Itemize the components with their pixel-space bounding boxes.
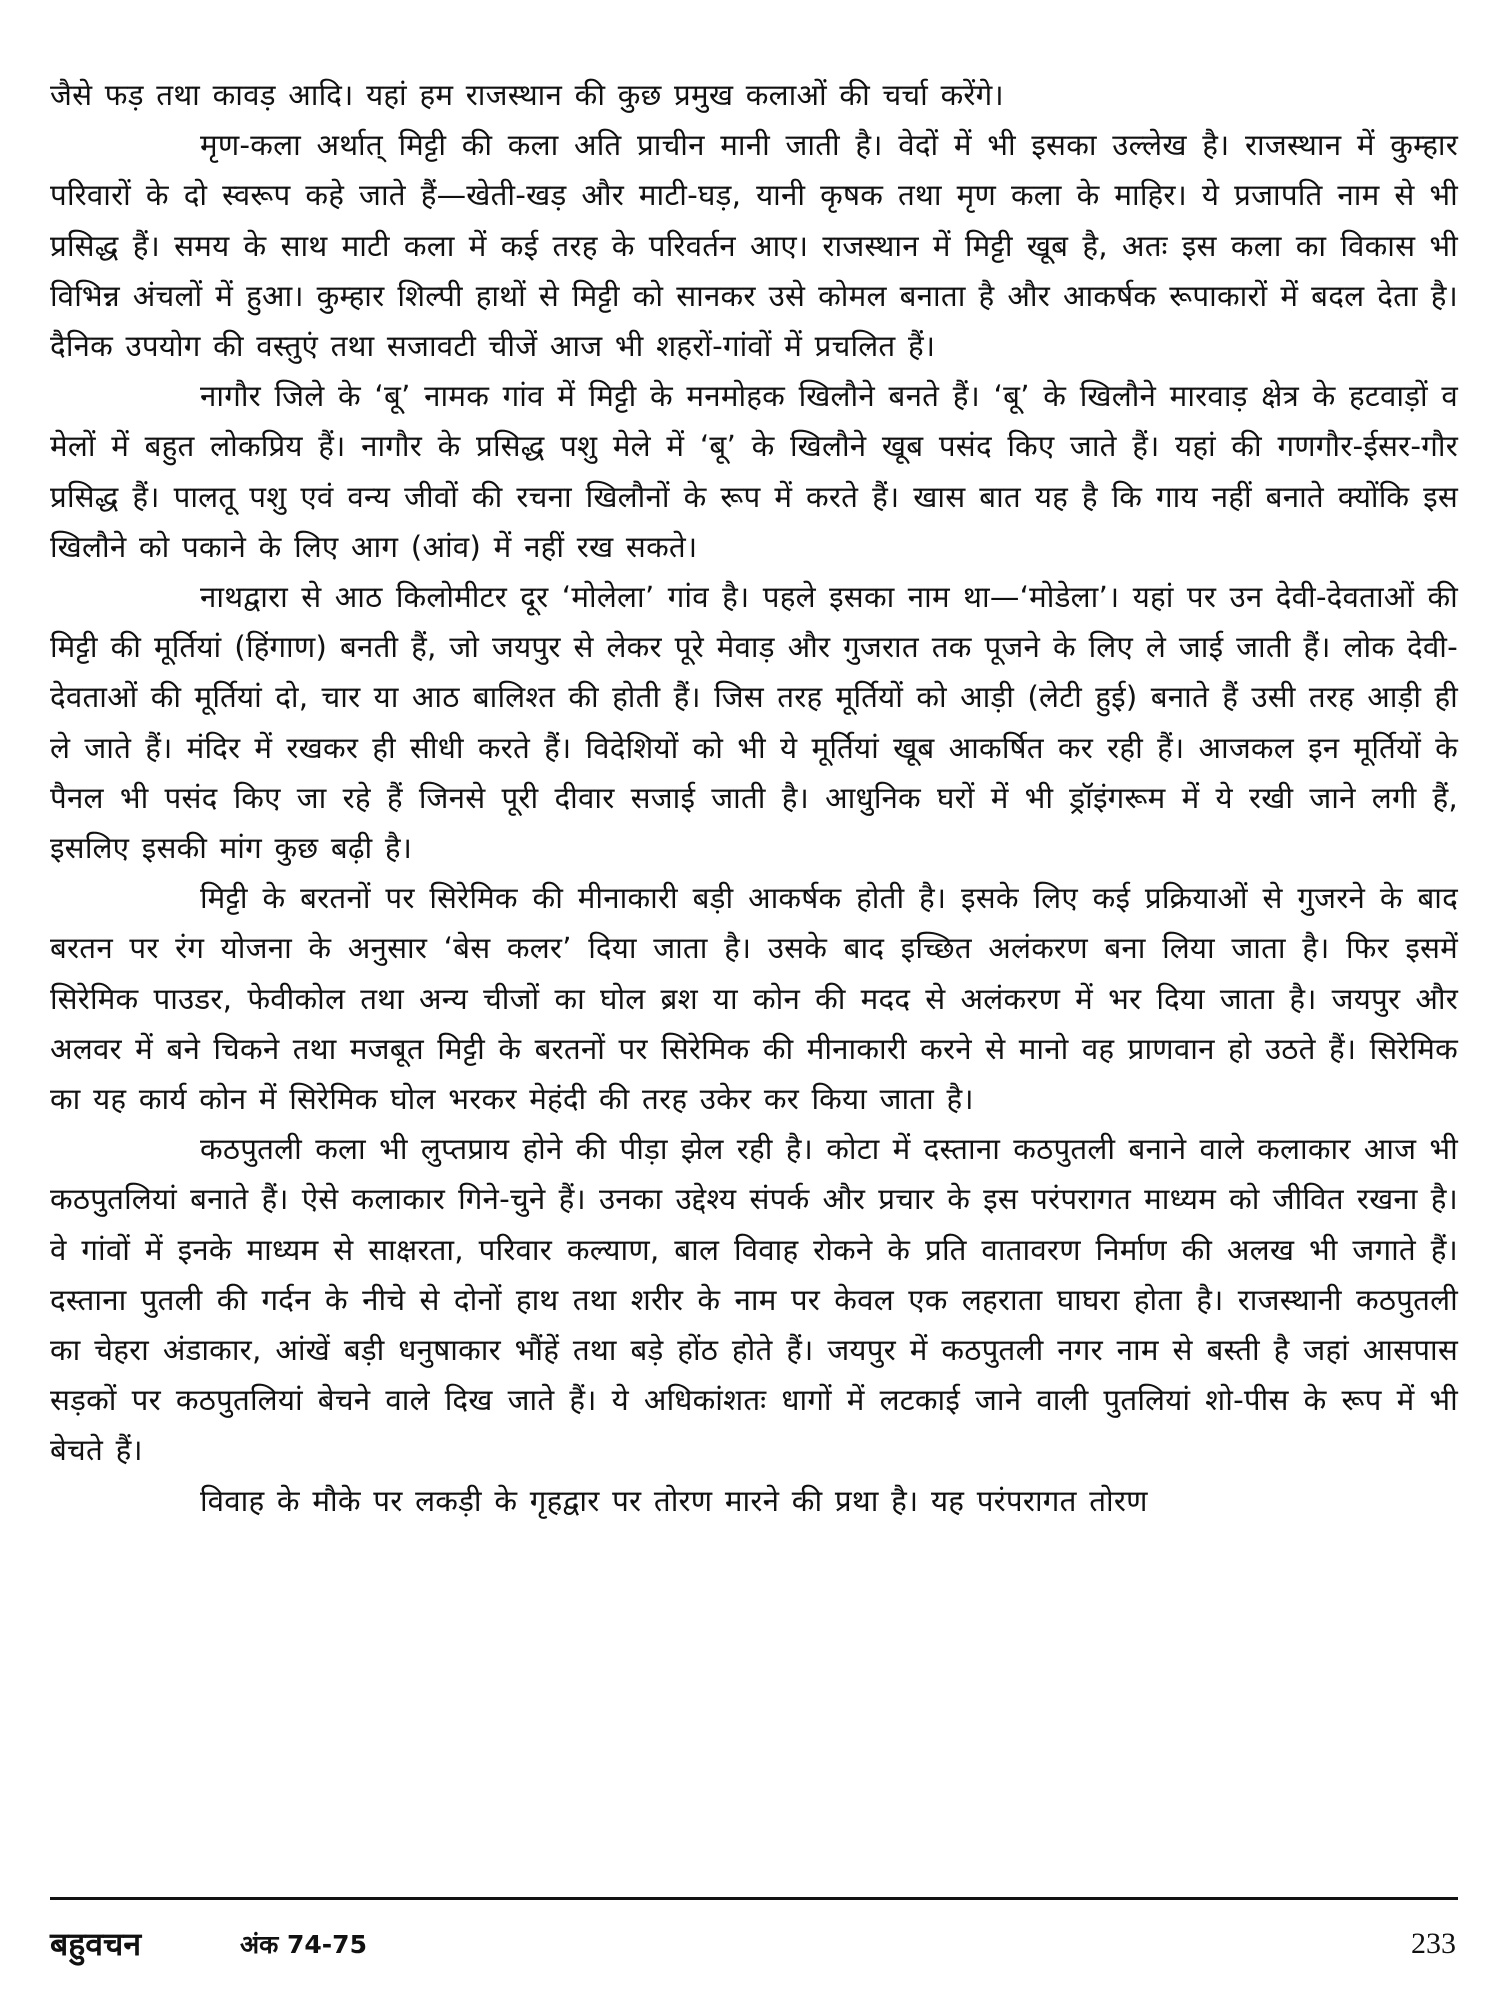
footer-rule [50,1897,1458,1900]
paragraph-4: नाथद्वारा से आठ किलोमीटर दूर ‘मोलेला’ गांव है। पहले इसका नाम था—‘मोडेला’। यहां पर उन देवी-देवताओं की मिट्टी की मूर्तियां (हिंगाण) बनती हैं, जो जयपुर से लेकर पूरे मेवाड़ और गुजरात तक पूजने के लिए ले जाई जाती हैं। लोक देवी-देवताओं की मूर्तियां दो, चार या आठ बालिश्त की होती हैं। जिस तरह मूर्तियों को आड़ी (लेटी हुई) बनाते हैं उसी तरह आड़ी ही ले जाते हैं। मंदिर में रखकर ही सीधी करते हैं। विदेशियों को भी ये मूर्तियां खूब आकर्षित कर रही हैं। आजकल इन मूर्तियों के पैनल भी पसंद किए जा रहे हैं जिनसे पूरी दीवार सजाई जाती है। आधुनिक घरों में भी ड्रॉइंगरूम में ये रखी जाने लगी हैं, इसलिए इसकी मांग कुछ बढ़ी है। [50,580,1458,866]
paragraph-5: मिट्टी के बरतनों पर सिरेमिक की मीनाकारी बड़ी आकर्षक होती है। इसके लिए कई प्रक्रियाओं से गुजरने के बाद बरतन पर रंग योजना के अनुसार ‘बेस कलर’ दिया जाता है। उसके बाद इच्छित अलंकरण बना लिया जाता है। फिर इसमें सिरेमिक पाउडर, फेवीकोल तथा अन्य चीजों का घोल ब्रश या कोन की मदद से अलंकरण में भर दिया जाता है। जयपुर और अलवर में बने चिकने तथा मजबूत मिट्टी के बरतनों पर सिरेमिक की मीनाकारी करने से मानो वह प्राणवान हो उठते हैं। सिरेमिक का यह कार्य कोन में सिरेमिक घोल भरकर मेहंदी की तरह उकेर कर किया जाता है। [50,881,1458,1117]
issue-label: अंक 74-75 [240,1930,367,1959]
paragraph-1: जैसे फड़ तथा कावड़ आदि। यहां हम राजस्थान की कुछ प्रमुख कलाओं की चर्चा करेंगे। [50,78,1004,112]
article-body [50,70,1458,1526]
paragraph-2: मृण-कला अर्थात् मिट्टी की कला अति प्राचीन मानी जाती है। वेदों में भी इसका उल्लेख है। राजस्थान में कुम्हार परिवारों के दो स्वरूप कहे जाते हैं—खेती-खड़ और माटी-घड़, यानी कृषक तथा मृण कला के माहिर। ये प्रजापति नाम से भी प्रसिद्ध हैं। समय के साथ माटी कला में कई तरह के परिवर्तन आए। राजस्थान में मिट्टी खूब है, अतः इस कला का विकास भी विभिन्न अंचलों में हुआ। कुम्हार शिल्पी हाथों से मिट्टी को सानकर उसे कोमल बनाता है और आकर्षक रूपाकारों में बदल देता है। दैनिक उपयोग की वस्तुएं तथा सजावटी चीजें आज भी शहरों-गांवों में प्रचलित हैं। [50,128,1458,364]
page-number: 233 [1411,1927,1456,1960]
paragraph-7: विवाह के मौके पर लकड़ी के गृहद्वार पर तोरण मारने की प्रथा है। यह परंपरागत तोरण [200,1483,1148,1518]
paragraph-6: कठपुतली कला भी लुप्तप्राय होने की पीड़ा झेल रही है। कोटा में दस्ताना कठपुतली बनाने वाले कलाकार आज भी कठपुतलियां बनाते हैं। ऐसे कलाकार गिने-चुने हैं। उनका उद्देश्य संपर्क और प्रचार के इस परंपरागत माध्यम को जीवित रखना है। वे गांवों में इनके माध्यम से साक्षरता, परिवार कल्याण, बाल विवाह रोकने के प्रति वातावरण निर्माण की अलख भी जगाते हैं। दस्ताना पुतली की गर्दन के नीचे से दोनों हाथ तथा शरीर के नाम पर केवल एक लहराता घाघरा होता है। राजस्थानी कठपुतली का चेहरा अंडाकार, आंखें बड़ी धनुषाकार भौंहें तथा बड़े होंठ होते हैं। जयपुर में कठपुतली नगर नाम से बस्ती है जहां आसपास सड़कों पर कठपुतलियां बेचने वाले दिख जाते हैं। ये अधिकांशतः धागों में लटकाई जाने वाली पुतलियां शो-पीस के रूप में भी बेचते हैं। [50,1132,1458,1468]
page-footer [50,1920,1458,1968]
journal-name: बहुवचन [50,1925,142,1963]
paragraph-3: नागौर जिले के ‘बू’ नामक गांव में मिट्टी के मनमोहक खिलौने बनते हैं। ‘बू’ के खिलौने मारवाड़ क्षेत्र के हटवाड़ों व मेलों में बहुत लोकप्रिय हैं। नागौर के प्रसिद्ध पशु मेले में ‘बू’ के खिलौने खूब पसंद किए जाते हैं। यहां की गणगौर-ईसर-गौर प्रसिद्ध हैं। पालतू पशु एवं वन्य जीवों की रचना खिलौनों के रूप में करते हैं। खास बात यह है कि गाय नहीं बनाते क्योंकि इस खिलौने को पकाने के लिए आग (आंव) में नहीं रख सकते। [50,379,1458,564]
